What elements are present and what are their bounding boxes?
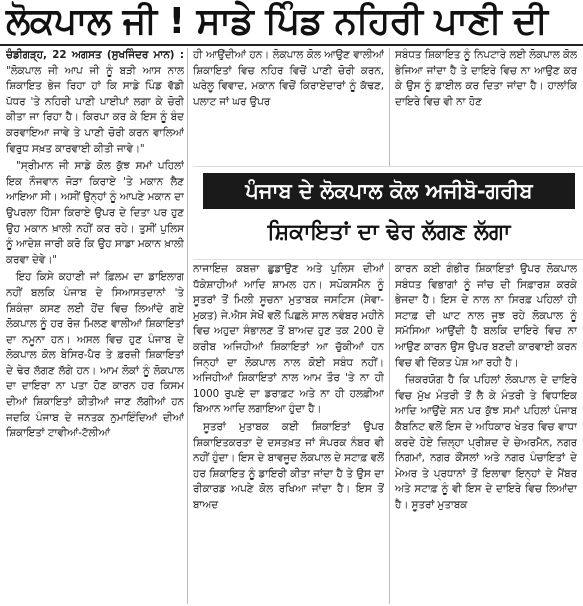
article-column-2-top bbox=[193, 48, 384, 166]
subheading-line-2: ਸ਼ਿਕਾਇਤਾਂ ਦਾ ਢੇਰ ਲੱਗਣ ਲੱਗਾ bbox=[267, 220, 511, 245]
article-column-1 bbox=[6, 48, 184, 604]
article-paragraph: ਨਾਜਾਇਜ਼ ਕਬਜ਼ਾ ਛੁਡਾਉਣ ਅਤੇ ਪੁਲਿਸ ਦੀਆਂ ਧੱਕੇਸ਼ਾਹੀਆਂ ਆਦਿ ਸ਼ਾਮਲ ਹਨ। ਸਪੋਕਸਮੈਨ ਨੂੰ ਸੂਤਰਾਂ ਤੋਂ ਮਿਲੀ ਸੂਚਨਾ ਮੁਤਾਬਕ ਜਸਟਿਸ (ਸੇਵਾ-ਮੁਕਤ) ਜੇ.ਐਸ ਸੇਖੋਂ ਵਲੋਂ ਪਿਛਲੇ ਸਾਲ ਨਵੰਬਰ ਮਹੀਨੇ ਵਿਚ ਅਹੁਦਾ ਸੰਭਾਲਣ ਤੋਂ ਬਾਅਦ ਹੁਣ ਤਕ 200 ਦੇ ਕਰੀਬ ਅਜਿਹੀਆਂ ਸ਼ਿਕਾਇਤਾਂ ਆ ਚੁੱਕੀਆਂ ਹਨ ਜਿਨ੍ਹਾਂ ਦਾ ਲੋਕਪਾਲ ਨਾਲ ਕੋਈ ਸਬੰਧ ਨਹੀਂ। ਅਜਿਹੀਆਂ ਸ਼ਿਕਾਇਤਾਂ ਨਾਲ ਆਮ ਤੌਰ 'ਤੇ ਨਾ ਹੀ 1000 ਰੁਪਏ ਦਾ ਡਰਾਫ਼ਟ ਅਤੇ ਨਾ ਹੀ ਹਲਫ਼ੀਆ ਬਿਆਨ ਆਦਿ ਲਗਾਇਆ ਹੁੰਦਾ ਹੈ। bbox=[193, 263, 384, 416]
article-paragraph: ਇਹ ਕਿਸੇ ਕਹਾਣੀ ਜਾਂ ਫ਼ਿਲਮ ਦਾ ਡਾਇਲਾਗ ਨਹੀਂ ਬਲਕਿ ਪੰਜਾਬ ਦੇ ਸਿਆਸਤਦਾਨਾਂ 'ਤੇ ਸ਼ਿਕੰਜ਼ਾ ਕਸਣ ਲਈ ਹੋਂਦ ਵਿਚ ਲਿਆਂਦੇ ਗਏ ਲੋਕਪਾਲ ਨੂੰ ਹਰ ਰੋਜ਼ ਮਿਲਣ ਵਾਲੀਆਂ ਸ਼ਿਕਾਇਤਾਂ ਦਾ ਨਮੂਨਾ ਹਨ। ਅਸਲ ਵਿਚ ਹੁਣ ਪੰਜਾਬ ਦੇ ਲੋਕਪਾਲ ਕੋਲ ਬੇਸਿਰ-ਪੈਰ ਤੇ ਫ਼ਰਜ਼ੀ ਸ਼ਿਕਾਇਤਾਂ ਦੇ ਢੇਰ ਲੱਗਣ ਲੱਗੇ ਹਨ। ਆਮ ਲੋਕਾਂ ਨੂੰ ਲੋਕਪਾਲ ਦਾ ਦਾਇਰਾ ਨਾ ਪਤਾ ਹੋਣ ਕਾਰਨ ਹਰ ਕਿਸਮ ਦੀਆਂ ਸ਼ਿਕਾਇਤਾਂ ਕੀਤੀਆਂ ਜਾਣ ਲੱਗੀਆਂ ਹਨ ਜਦਕਿ ਪੰਜਾਬ ਦੇ ਜਨਤਕ ਨੁਮਾਇੰਦਿਆਂ ਦੀਆਂ ਸ਼ਿਕਾਇਤਾਂ ਟਾਵੀਆਂ-ਟੱਲੀਆਂ bbox=[6, 271, 184, 440]
article-paragraph: ਕਾਰਨ ਕਈ ਗੰਭੀਰ ਸ਼ਿਕਾਇਤਾਂ ਉਪਰ ਲੋਕਪਾਲ ਸਬੰਧਤ ਵਿਭਾਗਾਂ ਨੂੰ ਜਾਂਚ ਦੀ ਸਿਫ਼ਾਰਸ਼ ਕਰਕੇ ਭੇਜਦਾ ਹੈ। ਇਸ ਦੇ ਨਾਲ ਨਾ ਸਿਰਫ਼ ਪਹਿਲਾਂ ਹੀ ਸਟਾਫ਼ ਦੀ ਘਾਟ ਨਾਲ ਜੂਝ ਰਹੇ ਲੋਕਪਾਲ ਨੂੰ ਸਮੱਸਿਆ ਆਉਂਦੀ ਹੈ ਬਲਕਿ ਦਾਇਰੇ ਵਿਚ ਨਾ ਆਉਣ ਕਾਰਨ ਉਸ ਉਪਰ ਬਣਦੀ ਕਾਰਵਾਈ ਕਰਨ ਵਿਚ ਵੀ ਦਿੱਕਤ ਪੇਸ਼ ਆ ਰਹੀ ਹੈ। bbox=[395, 263, 577, 369]
article-paragraph: ਸੂਤਰਾਂ ਮੁਤਾਬਕ ਕਈ ਸ਼ਿਕਾਇਤਾਂ ਉਪਰ ਸ਼ਿਕਾਇਤਕਰਤਾ ਦੇ ਦਸਤਖ਼ਤ ਜਾਂ ਸੰਪਰਕ ਨੰਬਰ ਵੀ ਨਹੀਂ ਹੁੰਦਾ। ਇਸ ਦੇ ਬਾਵਜੂਦ ਲੋਕਪਾਲ ਦੇ ਸਟਾਫ਼ ਵਲੋਂ ਹਰ ਸ਼ਿਕਾਇਤ ਨੂੰ ਡਾਇਰੀ ਕੀਤਾ ਜਾਂਦਾ ਹੈ ਤੇ ਉਸ ਦਾ ਰੀਕਾਰਡ ਅਪਣੇ ਕੋਲ ਰਖਿਆ ਜਾਂਦਾ ਹੈ। ਇਸ ਤੋਂ ਬਾਅਦ bbox=[193, 420, 384, 511]
article-paragraph: ਜ਼ਿਕਰਯੋਗ ਹੈ ਕਿ ਪਹਿਲਾਂ ਲੋਕਪਾਲ ਦੇ ਦਾਇਰੇ ਵਿਚ ਮੁੱਖ ਮੰਤਰੀ ਤੋਂ ਲੈ ਕੇ ਮੰਤਰੀ ਤੇ ਵਿਧਾਇਕ ਆਦਿ ਆਉਂਦੇ ਸਨ ਪਰ ਕੁੱਝ ਸਮਾਂ ਪਹਿਲਾਂ ਪੰਜਾਬ ਕੈਬਨਿਟ ਵਲੋਂ ਇਸ ਦੇ ਅਧਿਕਾਰ ਖੇਤਰ ਵਿਚ ਵਾਧਾ ਕਰਦੇ ਹੋਏ ਜ਼ਿਲ੍ਹਾ ਪ੍ਰੀਸ਼ਦ ਦੇ ਚੇਅਰਮੈਨ, ਨਗਰ ਨਿਗਮਾਂ, ਨਗਰ ਕੌਂਸਲਾਂ ਅਤੇ ਨਗਰ ਪੰਚਾਇਤਾਂ ਦੇ ਮੇਅਰ ਤੇ ਪ੍ਰਧਾਨਾਂ ਤੋਂ ਇਲਾਵਾ ਇਨ੍ਹਾਂ ਦੇ ਮੈਂਬਰ ਅਤੇ ਸਟਾਫ਼ ਨੂੰ ਵੀ ਇਸ ਦੇ ਦਾਇਰੇ ਵਿਚ ਲਿਆਂਦਾ ਹੈ। ਸੂਤਰਾਂ ਮੁਤਾਬਕ bbox=[395, 374, 577, 511]
article-column-3-bottom bbox=[395, 262, 577, 604]
column-divider bbox=[389, 262, 390, 604]
column-divider bbox=[389, 48, 390, 166]
subheading-line-1: ਪੰਜਾਬ ਦੇ ਲੋਕਪਾਲ ਕੋਲ ਅਜੀਬੋ-ਗਰੀਬ bbox=[203, 173, 575, 209]
article-paragraph: ਹੀ ਆਉਂਦੀਆਂ ਹਨ। ਲੋਕਪਾਲ ਕੋਲ ਆਉਣ ਵਾਲੀਆਂ ਸ਼ਿਕਾਇਤਾਂ ਵਿਚ ਨਹਿਰ ਵਿਚੋਂ ਪਾਣੀ ਚੋਰੀ ਕਰਨ, ਘਰੇਲੂ ਵਿਵਾਦ, ਮਕਾਨ ਵਿਚੋਂ ਕਿਰਾਏਦਾਰਾਂ ਨੂੰ ਕੱਢਣ, ਪਲਾਟ ਜਾਂ ਘਰ ਉਪਰ bbox=[193, 49, 384, 108]
article-column-3-top bbox=[395, 48, 577, 166]
dateline: ਚੰਡੀਗੜ੍ਹ, 22 ਅਗਸਤ (ਸੁਖਜਿੰਦਰ ਮਾਨ) : bbox=[6, 49, 184, 61]
headline-rule bbox=[0, 44, 583, 46]
paragraph-text: "ਲੋਕਪਾਲ ਜੀ ਆਪ ਜੀ ਨੂੰ ਬੜੀ ਆਸ ਨਾਲ ਸ਼ਿਕਾਇਤ ਭੇਜ ਰਿਹਾ ਹਾਂ ਕਿ ਸਾਡੇ ਪਿੰਡ ਵੱਡੀ ਪੱਧਰ 'ਤੇ ਨਹਿਰੀ ਪਾਣੀ ਪਾਈਪਾਂ ਲਗਾ ਕੇ ਚੋਰੀ ਕੀਤਾ ਜਾ ਰਿਹਾ ਹੈ। ਕਿਰਪਾ ਕਰ ਕੇ ਇਸ ਨੂੰ ਬੰਦ ਕਰਵਾਇਆ ਜਾਵੇ ਤੇ ਪਾਣੀ ਚੋਰੀ ਕਰਨ ਵਾਲਿਆਂ ਵਿਰੁਧ ਸਖ਼ਤ ਕਾਰਵਾਈ ਕੀਤੀ ਜਾਵੇ।" bbox=[6, 64, 184, 155]
column-divider bbox=[187, 48, 188, 604]
article-column-2-bottom bbox=[193, 262, 384, 604]
article-paragraph bbox=[6, 48, 184, 157]
headline: ਲੋਕਪਾਲ ਜੀ ! ਸਾਡੇ ਪਿੰਡ ਨਹਿਰੀ ਪਾਣੀ ਦੀ bbox=[6, 1, 548, 42]
subheading-box bbox=[193, 166, 583, 260]
article-paragraph: "ਸ੍ਰੀਮਾਨ ਜੀ ਸਾਡੇ ਕੋਲ ਕੁੱਝ ਸਮਾਂ ਪਹਿਲਾਂ ਇਕ ਨੌਜਵਾਨ ਜੋੜਾ ਕਿਰਾਏ 'ਤੇ ਮਕਾਨ ਲੈਣ ਆਇਆ ਸੀ। ਅਸੀਂ ਉਨ੍ਹਾਂ ਨੂੰ ਆਪਣੇ ਮਕਾਨ ਦਾ ਉਪਰਲਾ ਹਿੱਸਾ ਕਿਰਾਏ ਉਪਰ ਦੇ ਦਿਤਾ ਪਰ ਹੁਣ ਉਹ ਮਕਾਨ ਖ਼ਾਲੀ ਨਹੀਂ ਕਰ ਰਹੇ। ਤੁਸੀਂ ਪੁਲਿਸ ਨੂੰ ਆਦੇਸ਼ ਜਾਰੀ ਕਰੋ ਕਿ ਉਹ ਸਾਡਾ ਮਕਾਨ ਖ਼ਾਲੀ ਕਰਵਾ ਦੇਵੇ।" bbox=[6, 160, 184, 266]
article-paragraph: ਸਬੰਧਤ ਸ਼ਿਕਾਇਤ ਨੂੰ ਨਿਪਟਾਰੇ ਲਈ ਲੋਕਪਾਲ ਕੋਲ ਭੇਜਿਆ ਜਾਂਦਾ ਹੈ ਤੇ ਦਾਇਰੇ ਵਿਚ ਨਾ ਆਉਣ ਕਰ ਕੇ ਉਸ ਨੂੰ ਫ਼ਾਈਲ ਕਰ ਦਿਤਾ ਜਾਂਦਾ ਹੈ। ਹਾਲਾਂਕਿ ਦਾਇਰੇ ਵਿਚ ਵੀ ਨਾ ਹੋਣ bbox=[395, 49, 577, 108]
